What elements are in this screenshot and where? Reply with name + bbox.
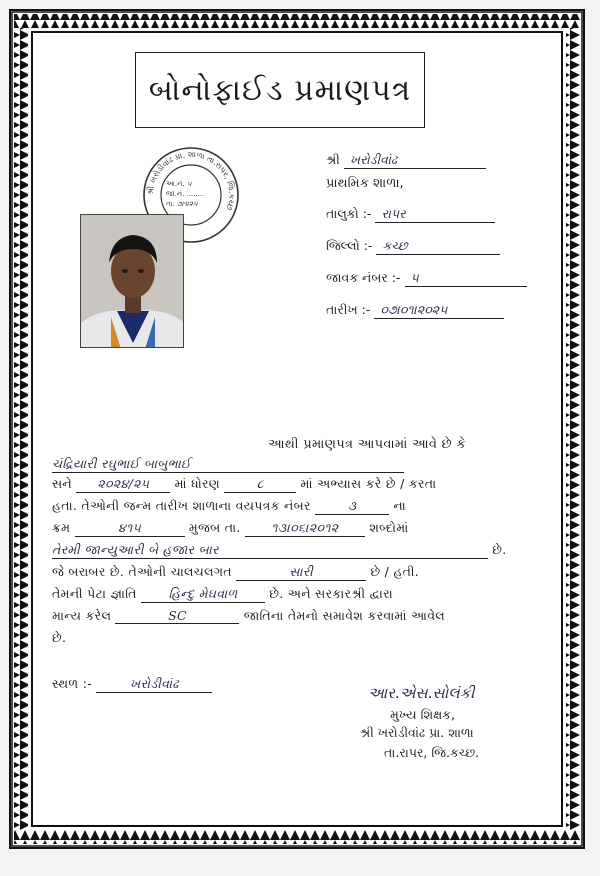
student-photo	[80, 214, 184, 348]
field-date	[326, 302, 504, 319]
text: ક્રમ	[52, 520, 71, 535]
text: જાતિના તેમનો સમાવેશ કરવામાં આવેલ	[243, 608, 446, 623]
text: છે.	[492, 542, 507, 557]
title-box	[135, 52, 425, 128]
text: માન્ય કરેલ	[52, 608, 112, 623]
birth-date-words: તેરમી જાન્યુઆરી બે હજાર બાર	[52, 542, 488, 559]
signature-address: તા.રાપર, જિ.કચ્છ.	[384, 745, 480, 760]
certificate-inner-frame	[31, 31, 563, 827]
student-name: ચંદ્રિયારી રઘુભાઈ બાબુભાઈ	[52, 456, 404, 473]
field-district	[326, 238, 500, 255]
seal-jav-label: જા.નં.	[166, 190, 185, 198]
seal-center: આ.નં. ૫ જા.નં. ........ તા. ૭।૧।૨૫	[166, 180, 205, 208]
text: મુજબ તા.	[188, 520, 241, 535]
headmaster-signature: આર.એસ.સોલંકી	[368, 684, 475, 702]
seal-ring-text: શ્રી ખરોડીવાંઢ પ્રા. શાળા તા.રાપર, જિ.કચ્છ	[145, 149, 237, 212]
seal-no-value: ૫	[186, 180, 192, 188]
certificate-title: બોનોફાઈડ પ્રમાણપત્ર	[148, 72, 412, 108]
seal-date-label: તા.	[166, 200, 175, 208]
intro-text: આથી પ્રમાણપત્ર આપવામાં આવે છે કે	[268, 437, 466, 452]
school-name-line	[326, 152, 486, 169]
body-line-4	[52, 520, 408, 537]
field-label: તાલુકો :-	[326, 206, 372, 221]
school-name: ખરોડીવાંઢ	[344, 152, 486, 169]
text: સને	[52, 476, 73, 491]
seal-date-value: ૭।૧।૨૫	[176, 200, 198, 208]
caste-category: SC	[115, 608, 239, 624]
signature-school: શ્રી ખરોડીવાંઢ પ્રા. શાળા	[360, 725, 474, 740]
subcaste: હિન્દુ મેઘવાળ	[141, 586, 265, 603]
register-number: ૩	[315, 498, 389, 515]
text: છે. અને સરકારશ્રી દ્વારા	[269, 586, 393, 601]
field-label: જાવક નંબર :-	[326, 270, 401, 285]
place-value: ખરોડીવાંઢ	[96, 676, 212, 693]
text: હતા. તેઓની જન્મ તારીખ શાળાના વયપત્રક નંબર	[52, 498, 311, 513]
field-value: ૦૭।૦૧।૨૦૨૫	[374, 302, 504, 319]
seal-no-label: આ.નં.	[166, 180, 185, 188]
school-prefix: શ્રી	[326, 152, 340, 167]
place-label: સ્થળ :-	[52, 676, 93, 691]
academic-year: ૨૦૨૪/૨૫	[76, 476, 170, 493]
body-line-2	[52, 476, 436, 493]
field-label: તારીખ :-	[326, 302, 371, 317]
body-line-5	[52, 542, 507, 559]
text: શબ્દોમાં	[369, 520, 409, 535]
student-name-line	[52, 456, 404, 473]
text: ના	[393, 498, 407, 513]
body-line-8	[52, 608, 445, 624]
birth-date: ૧૩।૦૬।૨૦૧૨	[245, 520, 365, 537]
serial-number: ૪૧૫	[75, 520, 185, 537]
field-taluka	[326, 206, 495, 223]
text: જે બરાબર છે. તેઓની ચાલચલગત	[52, 564, 232, 579]
conduct: સારી	[236, 564, 366, 581]
text: છે / હતી.	[370, 564, 420, 579]
body-line-9: છે.	[52, 630, 67, 645]
field-value: રાપર	[375, 206, 495, 223]
text: તેમની પેટા જ્ઞાતિ	[52, 586, 137, 601]
field-label: જિલ્લો :-	[326, 238, 373, 253]
school-type: પ્રાથમિક શાળા,	[326, 176, 404, 191]
body-line-7	[52, 586, 393, 603]
body-line-6	[52, 564, 419, 581]
text: માં ધોરણ	[174, 476, 220, 491]
body-line-3	[52, 498, 406, 515]
field-value: કચ્છ	[376, 238, 500, 255]
text: માં અભ્યાસ કરે છે / કરતા	[300, 476, 437, 491]
field-value: ૫	[405, 270, 527, 287]
place-line	[52, 676, 212, 693]
signature-role: મુખ્ય શિક્ષક,	[390, 707, 455, 722]
standard: ૮	[224, 476, 296, 493]
field-outward-no	[326, 270, 527, 287]
